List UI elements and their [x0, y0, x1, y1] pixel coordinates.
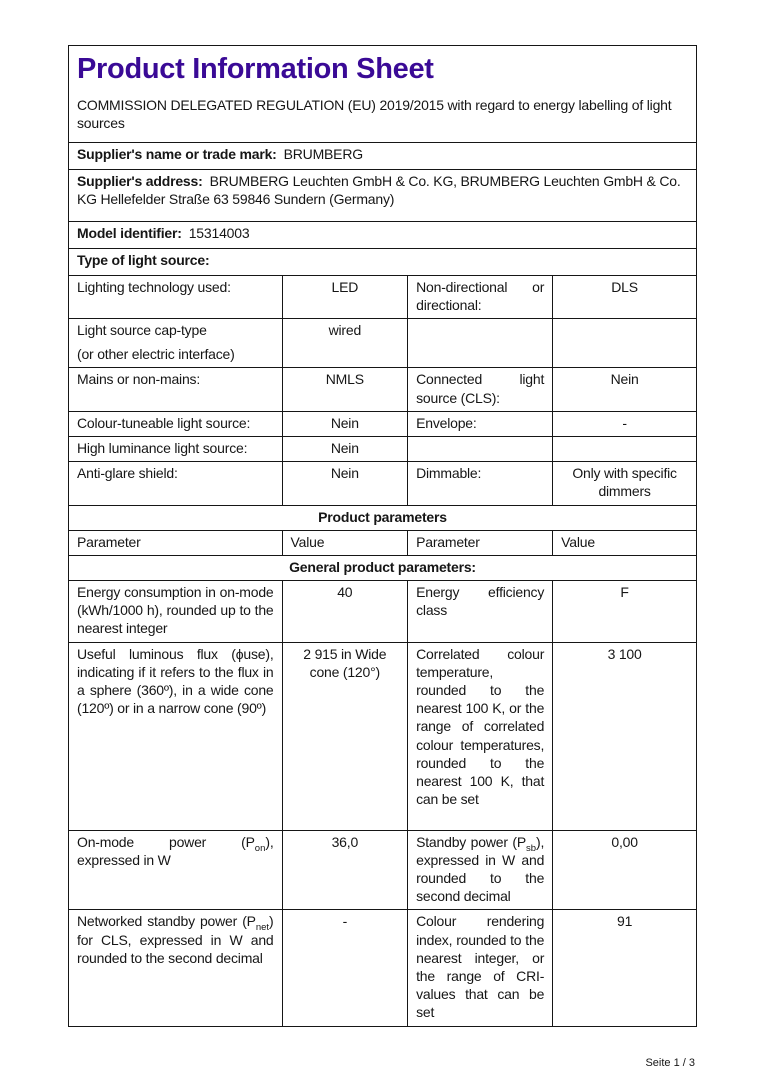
table-row — [69, 910, 697, 1026]
param-value: wired — [282, 319, 408, 368]
param-label: Energy consumption in on-mode (kWh/1000 h), rounded up to the nearest integer — [69, 581, 283, 643]
table-row — [69, 275, 697, 318]
param-label: Envelope: — [408, 411, 553, 436]
column-header-row — [69, 530, 697, 555]
table-row — [69, 642, 697, 830]
model-identifier-row — [69, 221, 697, 248]
product-info-table — [68, 45, 697, 1027]
param-label — [408, 436, 553, 461]
param-value: - — [282, 910, 408, 1026]
product-parameters-heading: Product parameters — [69, 505, 697, 530]
section-heading-row — [69, 505, 697, 530]
param-value: Nein — [553, 368, 697, 411]
supplier-name-cell — [69, 142, 697, 169]
param-value: 36,0 — [282, 830, 408, 910]
table-row — [69, 368, 697, 411]
param-label: Connected light source (CLS): — [408, 368, 553, 411]
table-row — [69, 411, 697, 436]
section-subheading-row — [69, 555, 697, 580]
param-label-line1: Light source cap-type — [77, 322, 207, 338]
param-value: F — [553, 581, 697, 643]
supplier-name-label: Supplier's name or trade mark: — [77, 145, 277, 162]
param-value: 2 915 in Wide cone (120°) — [282, 642, 408, 830]
param-value: DLS — [553, 275, 697, 318]
supplier-name-row — [69, 142, 697, 169]
param-label: Standby power $(P_{sb})$, expressed in W and rounded to the second decimal — [408, 830, 553, 910]
param-label: Lighting technology used: — [69, 275, 283, 318]
param-label: Correlated colour temperature, rounded to the nearest 100 K, or the range of correlated colour temperatures, rounded to the nearest 100 K, that can be set — [408, 642, 553, 830]
supplier-address-value: BRUMBERG Leuchten GmbH & Co. KG, BRUMBERG Leuchten GmbH & Co. KG Hellefelder Straße 63 59846 Sundern (Germany) — [77, 172, 681, 207]
param-value: 0,00 — [553, 830, 697, 910]
param-label: Non-directional or directional: — [408, 275, 553, 318]
column-header: Parameter — [408, 530, 553, 555]
param-label: Colour-tuneable light source: — [69, 411, 283, 436]
page-title: Product Information Sheet — [77, 53, 434, 85]
model-identifier-value: 15314003 — [188, 224, 250, 241]
param-label: Useful luminous flux (ϕuse), indicating if it refers to the flux in a sphere (360º), in a wide cone (120º) or in a narrow cone (90º) — [69, 642, 283, 830]
param-value: 40 — [282, 581, 408, 643]
param-label: Networked standby power $(P_{net})$ for CLS, expressed in W and rounded to the second decimal — [69, 910, 283, 1026]
column-header: Value — [282, 530, 408, 555]
param-value: Nein — [282, 436, 408, 461]
param-value: Only with specific dimmers — [553, 462, 697, 505]
param-value: 91 — [553, 910, 697, 1026]
supplier-address-label: Supplier's address: — [77, 172, 203, 189]
model-identifier-label: Model identifier: — [77, 224, 182, 241]
param-value — [553, 319, 697, 368]
type-heading-cell — [69, 248, 697, 275]
param-label: On-mode power $(P_{on})$, expressed in W — [69, 830, 283, 910]
table-row — [69, 581, 697, 643]
table-row — [69, 462, 697, 505]
table-row — [69, 830, 697, 910]
param-value: - — [553, 411, 697, 436]
param-label: High luminance light source: — [69, 436, 283, 461]
param-value: LED — [282, 275, 408, 318]
param-value: Nein — [282, 411, 408, 436]
param-label — [69, 319, 283, 368]
type-heading-label: Type of light source: — [77, 251, 210, 268]
model-identifier-cell — [69, 221, 697, 248]
document-header — [69, 46, 697, 143]
param-label: Energy efficiency class — [408, 581, 553, 643]
param-label: Colour rendering index, rounded to the nearest integer, or the range of CRI-values that can be set — [408, 910, 553, 1026]
param-label: Mains or non-mains: — [69, 368, 283, 411]
table-row — [69, 319, 697, 368]
type-heading-row — [69, 248, 697, 275]
column-header: Value — [553, 530, 697, 555]
regulation-subtitle: COMMISSION DELEGATED REGULATION (EU) 2019/2015 with regard to energy labelling of light sources — [77, 96, 672, 132]
column-header: Parameter — [69, 530, 283, 555]
param-label — [408, 319, 553, 368]
param-label: Dimmable: — [408, 462, 553, 505]
param-label: Anti-glare shield: — [69, 462, 283, 505]
product-information-sheet — [68, 45, 697, 1069]
param-value — [553, 436, 697, 461]
param-value: NMLS — [282, 368, 408, 411]
supplier-address-row — [69, 169, 697, 221]
supplier-name-value: BRUMBERG — [283, 145, 363, 162]
param-value: Nein — [282, 462, 408, 505]
page-number: Seite 1 / 3 — [645, 1056, 695, 1069]
supplier-address-cell — [69, 169, 697, 221]
header-row — [69, 46, 697, 143]
general-parameters-heading: General product parameters: — [69, 555, 697, 580]
param-label-line2: (or other electric interface) — [77, 346, 235, 363]
param-value: 3 100 — [553, 642, 697, 830]
table-row — [69, 436, 697, 461]
